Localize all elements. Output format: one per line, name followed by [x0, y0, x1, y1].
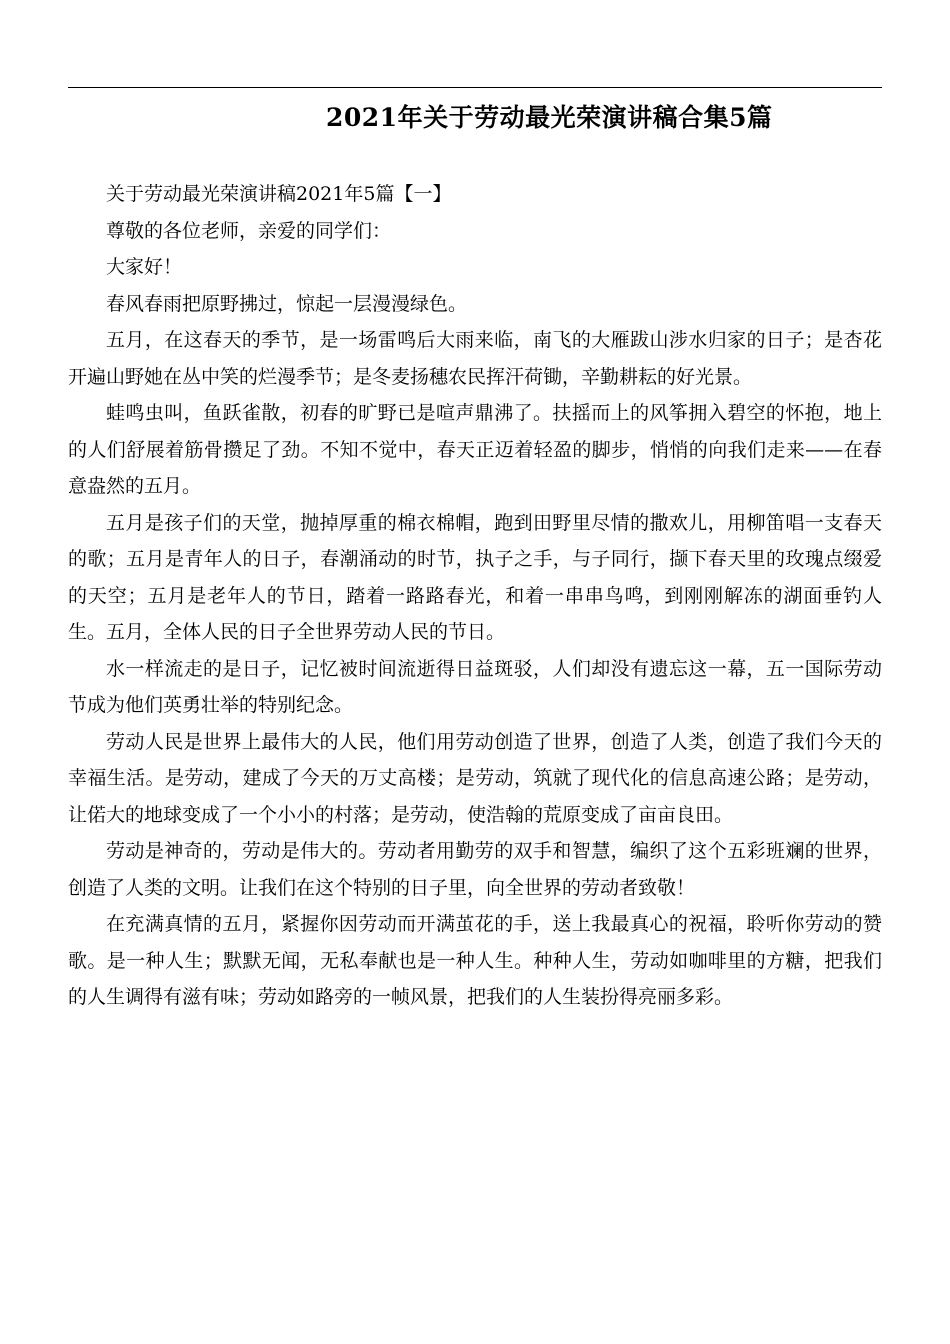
document-body: [68, 176, 882, 1016]
paragraph: 五月，在这春天的季节，是一场雷鸣后大雨来临，南飞的大雁跋山涉水归家的日子；是杏花开遍山野她在丛中笑的烂漫季节；是冬麦扬穗农民挥汗荷锄，辛勤耕耘的好光景。: [68, 329, 882, 388]
paragraph: 劳动人民是世界上最伟大的人民，他们用劳动创造了世界，创造了人类，创造了我们今天的幸福生活。是劳动，建成了今天的万丈高楼；是劳动，筑就了现代化的信息高速公路；是劳动，让偌大的地球变成了一个小小的村落；是劳动，使浩翰的荒原变成了亩亩良田。: [68, 730, 882, 826]
paragraph-section-heading: 关于劳动最光荣演讲稿2021年5篇【一】: [106, 183, 452, 205]
paragraph: 蛙鸣虫叫，鱼跃雀散，初春的旷野已是喧声鼎沸了。扶摇而上的风筝拥入碧空的怀抱，地上的人们舒展着筋骨攒足了劲。不知不觉中，春天正迈着轻盈的脚步，悄悄的向我们走来——在春意盎然的五月。: [68, 402, 882, 497]
paragraph-salutation: 尊敬的各位老师，亲爱的同学们：: [106, 219, 392, 242]
document-title: 2021年关于劳动最光荣演讲稿合集5篇: [326, 103, 773, 132]
header-rule: [68, 87, 882, 88]
paragraph: 在充满真情的五月，紧握你因劳动而开满茧花的手，送上我最真心的祝福，聆听你劳动的赞歌。是一种人生；默默无闻，无私奉献也是一种人生。种种人生，劳动如咖啡里的方糖，把我们的人生调得有滋有味；劳动如路旁的一帧风景，把我们的人生装扮得亮丽多彩。: [68, 913, 882, 1008]
paragraph: 水一样流走的是日子，记忆被时间流逝得日益斑驳，人们却没有遗忘这一幕，五一国际劳动节成为他们英勇壮举的特别纪念。: [68, 657, 882, 716]
paragraph: 春风春雨把原野拂过，惊起一层漫漫绿色。: [106, 292, 468, 315]
paragraph-greeting: 大家好！: [106, 256, 183, 278]
paragraph: 五月是孩子们的天堂，抛掉厚重的棉衣棉帽，跑到田野里尽情的撒欢儿，用柳笛唱一支春天的歌；五月是青年人的日子，春潮涌动的时节，执子之手，与子同行，撷下春天里的玫瑰点缀爱的天空；五月是老年人的节日，踏着一路路春光，和着一串串鸟鸣，到刚刚解冻的湖面垂钓人生。五月，全体人民的日子全世界劳动人民的节日。: [68, 511, 882, 643]
paragraph: 劳动是神奇的，劳动是伟大的。劳动者用勤劳的双手和智慧，编织了这个五彩班斓的世界，创造了人类的文明。让我们在这个特别的日子里，向全世界的劳动者致敬！: [68, 840, 882, 899]
